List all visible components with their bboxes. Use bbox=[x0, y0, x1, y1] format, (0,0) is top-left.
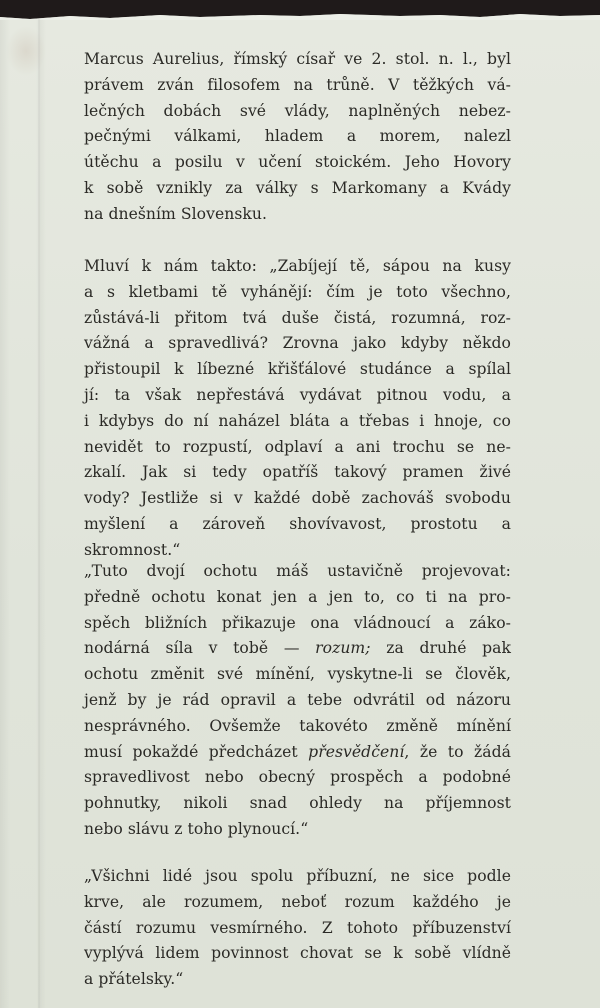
text-line: spravedlivost nebo obecný prospěch a podobné bbox=[84, 768, 511, 787]
text-line: zůstává-li přitom tvá duše čistá, rozumná, roz- bbox=[84, 308, 511, 327]
text-line: jí: ta však nepřestává vydávat pitnou vodu, a bbox=[84, 385, 511, 404]
text-line: i kdybys do ní naházel bláta a třebas i hnoje, co bbox=[84, 411, 511, 430]
text-line: nevidět to rozpustí, odplaví a ani trochu se ne- bbox=[84, 437, 511, 456]
book-flap-page bbox=[0, 12, 600, 1008]
paragraph-quote-3 bbox=[84, 864, 511, 993]
text-run: nodárná síla v tobě — bbox=[84, 639, 316, 658]
text-line: a s kletbami tě vyhánějí: čím je toto všechno, bbox=[84, 282, 511, 301]
text-line: vyplývá lidem povinnost chovat se k sobě vlídně bbox=[84, 944, 511, 963]
paragraph-quote-2 bbox=[84, 559, 511, 843]
text-line: skromnost.“ bbox=[84, 540, 181, 559]
text-run: , že to žádá bbox=[404, 742, 511, 761]
text-line: Marcus Aurelius, římský císař ve 2. stol. n. l., byl bbox=[84, 50, 511, 68]
text-line: a přátelsky.“ bbox=[84, 970, 184, 989]
text-line: ochotu změnit své mínění, vyskytne-li se člověk, bbox=[84, 665, 511, 684]
text-line-with-italic bbox=[84, 740, 511, 766]
text-line: částí rozumu vesmírného. Z tohoto příbuzenství bbox=[84, 918, 511, 937]
paper-crease bbox=[6, 26, 46, 76]
text-line: Mluví k nám takto: „Zabíjejí tě, sápou na kusy bbox=[84, 257, 511, 275]
text-run: musí pokaždé předcházet bbox=[84, 742, 309, 761]
text-line: jenž by je rád opravil a tebe odvrátil od názoru bbox=[84, 690, 511, 709]
torn-paper-edge bbox=[0, 12, 600, 20]
paragraph-intro bbox=[84, 47, 511, 228]
text-line: „Všichni lidé jsou spolu příbuzní, ne sice podle bbox=[84, 867, 511, 885]
text-line: myšlení a zároveň shovívavost, prostotu a bbox=[84, 514, 511, 533]
text-line: nebo slávu z toho plynoucí.“ bbox=[84, 819, 309, 838]
text-line: útěchu a posilu v učení stoickém. Jeho Hovory bbox=[84, 153, 511, 172]
text-line: na dnešním Slovensku. bbox=[84, 204, 267, 223]
text-line: krve, ale rozumem, neboť rozum každého je bbox=[84, 892, 511, 911]
text-line: předně ochotu konat jen a jen to, co ti na pro- bbox=[84, 587, 511, 606]
text-line: pohnutky, nikoli snad ohledy na příjemnost bbox=[84, 794, 511, 813]
text-line: přistoupil k líbezné křišťálové studánce a spílal bbox=[84, 360, 511, 379]
text-line: „Tuto dvojí ochotu máš ustavičně projevovat: bbox=[84, 562, 511, 580]
text-line: nesprávného. Ovšemže takovéto změně mínění bbox=[84, 716, 511, 735]
text-line: právem zván filosofem na trůně. V těžkých vá- bbox=[84, 75, 511, 94]
text-run: za druhé pak bbox=[370, 639, 511, 658]
text-line: vážná a spravedlivá? Zrovna jako kdyby někdo bbox=[84, 334, 511, 353]
fold-line bbox=[38, 12, 40, 1008]
text-line: spěch bližních přikazuje ona vládnoucí a záko- bbox=[84, 613, 511, 632]
text-line: zkalí. Jak si tedy opatříš takový pramen živé bbox=[84, 463, 511, 482]
text-line: vody? Jestliže si v každé době zachováš svobodu bbox=[84, 489, 511, 508]
text-line: pečnými válkami, hladem a morem, nalezl bbox=[84, 127, 511, 146]
italic-term-presvedceni: přesvědčení bbox=[308, 742, 405, 761]
text-line: k sobě vznikly za války s Markomany a Kvády bbox=[84, 178, 511, 197]
italic-term-rozum: rozum; bbox=[315, 639, 371, 658]
text-line: lečných dobách své vlády, naplněných nebez- bbox=[84, 101, 511, 120]
paragraph-quote-1 bbox=[84, 254, 511, 564]
text-line-with-italic bbox=[84, 636, 511, 662]
